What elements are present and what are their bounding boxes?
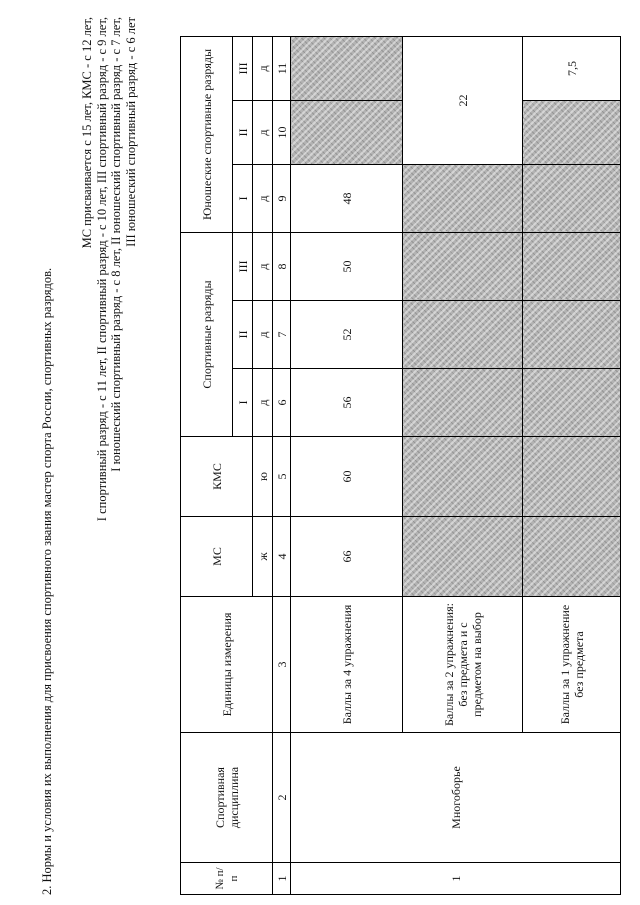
row-discipline: Многоборье: [291, 733, 621, 863]
age-note-line: I юношеский спортивный разряд - с 8 лет, II юношеский спортивный разряд - с 7 лет,: [109, 17, 124, 472]
column-number: 8: [273, 233, 291, 301]
hatched-cell: [523, 369, 621, 437]
units-2-exercises: Баллы за 2 упражнения: без предмета и с предметом на выбор: [403, 597, 523, 733]
value-sport-III: 50: [291, 233, 403, 301]
column-number: 3: [273, 597, 291, 733]
section-heading: 2. Нормы и условия их выполнения для присвоения спортивного звания мастер спорта России, спортивных разрядов.: [40, 267, 54, 895]
hatched-cell: [291, 36, 403, 100]
header-youth-ranks: Юношеские спортивные разряды: [181, 36, 233, 232]
column-number: 4: [273, 517, 291, 597]
row-num: 1: [291, 863, 621, 895]
hatched-cell: [523, 437, 621, 517]
units-1-exercise: Баллы за 1 упражнение без предмета: [523, 597, 621, 733]
column-number: 2: [273, 733, 291, 863]
value-ms: 66: [291, 517, 403, 597]
hatched-cell: [523, 301, 621, 369]
hatched-cell: [403, 517, 523, 597]
header-ms: МС: [181, 517, 253, 597]
age-note-line: III юношеский спортивный разряд - с 6 лет: [123, 17, 138, 247]
header-units: Единицы измерения: [181, 597, 273, 733]
age-note-line: I спортивный разряд - с 11 лет, II спортивный разряд - с 10 лет, III спортивный разряд - с 9 лет,: [94, 17, 109, 522]
column-number: 5: [273, 437, 291, 517]
header-youth-rank-II: II: [233, 101, 253, 165]
gender-d: д: [253, 36, 273, 100]
header-youth-rank-I: I: [233, 165, 253, 233]
gender-d: д: [253, 165, 273, 233]
column-number: 11: [273, 36, 291, 100]
value-sport-I: 56: [291, 369, 403, 437]
column-number: 6: [273, 369, 291, 437]
gender-zh: ж: [253, 517, 273, 597]
gender-d: д: [253, 369, 273, 437]
value-youth-I: 48: [291, 165, 403, 233]
value-kms: 60: [291, 437, 403, 517]
hatched-cell: [523, 233, 621, 301]
hatched-cell: [403, 369, 523, 437]
gender-yu: ю: [253, 437, 273, 517]
header-sport-rank-III: III: [233, 233, 253, 301]
gender-d: д: [253, 301, 273, 369]
units-4-exercises: Баллы за 4 упражнения: [291, 597, 403, 733]
rotated-page-content: [30, 15, 630, 895]
hatched-cell: [403, 233, 523, 301]
header-sport-ranks: Спортивные разряды: [181, 233, 233, 437]
header-sport-rank-I: I: [233, 369, 253, 437]
header-num: № п/п: [181, 863, 273, 895]
header-discipline: Спортивная дисциплина: [181, 733, 273, 863]
gender-d: д: [253, 233, 273, 301]
age-note-line: МС присваивается с 15 лет, КМС - с 12 лет,: [80, 17, 94, 249]
hatched-cell: [291, 101, 403, 165]
value-youth-II: 22: [403, 36, 523, 164]
value-youth-III: 7,5: [523, 36, 621, 100]
age-notes: [80, 17, 138, 737]
header-youth-rank-III: III: [233, 36, 253, 100]
column-number: 1: [273, 863, 291, 895]
hatched-cell: [523, 165, 621, 233]
header-sport-rank-II: II: [233, 301, 253, 369]
hatched-cell: [403, 165, 523, 233]
column-number: 9: [273, 165, 291, 233]
gender-d: д: [253, 101, 273, 165]
hatched-cell: [403, 301, 523, 369]
norms-table: [180, 36, 621, 895]
header-kms: КМС: [181, 437, 253, 517]
hatched-cell: [403, 437, 523, 517]
value-sport-II: 52: [291, 301, 403, 369]
column-number: 7: [273, 301, 291, 369]
hatched-cell: [523, 517, 621, 597]
column-number: 10: [273, 101, 291, 165]
hatched-cell: [523, 101, 621, 165]
